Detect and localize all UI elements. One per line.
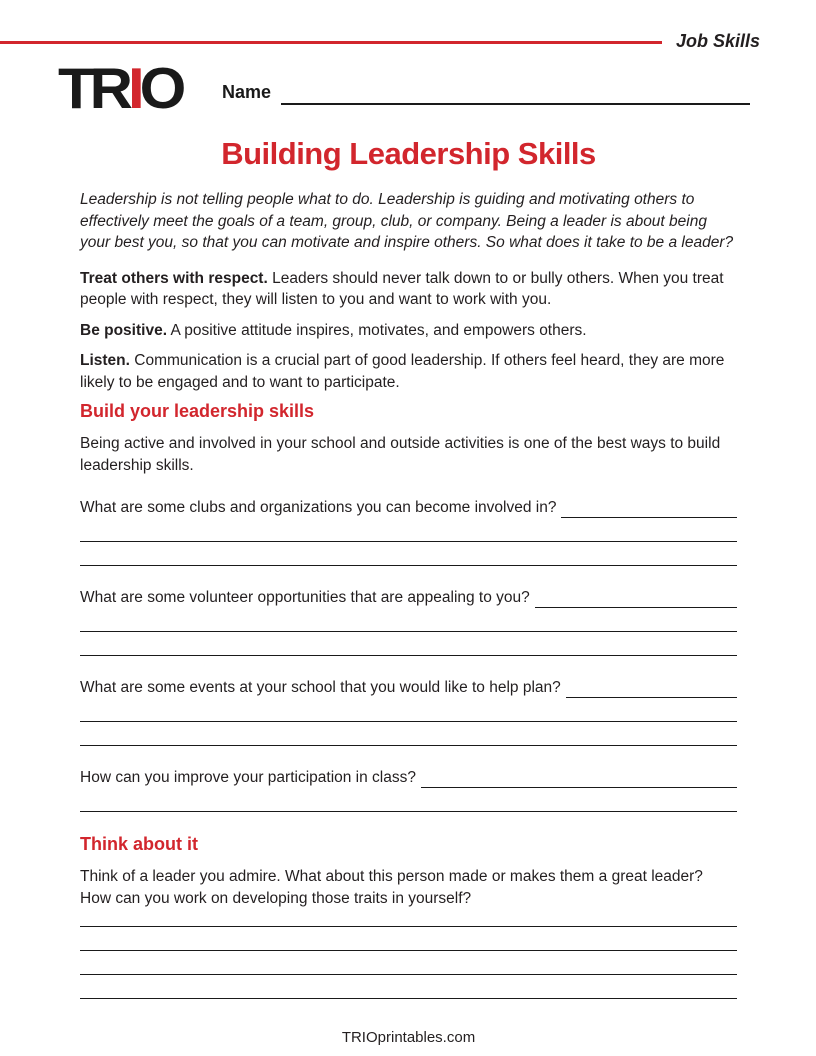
answer-line[interactable] [80, 698, 737, 722]
section-heading-think-about-it: Think about it [80, 834, 198, 854]
tip-paragraph-positive [80, 320, 737, 342]
think-answer-area [80, 909, 737, 999]
name-label: Name [222, 82, 272, 102]
section-intro-paragraph: Being active and involved in your school and outside activities is one of the best ways to build leadership skills. [80, 435, 721, 474]
answer-line[interactable] [80, 542, 737, 566]
question-row [80, 498, 737, 518]
question-row [80, 768, 737, 788]
answer-line[interactable] [80, 927, 737, 951]
footer-site-text: TRIOprintables.com [341, 1029, 476, 1046]
tip-lead: Be positive. [80, 321, 167, 339]
tip-body: Communication is a crucial part of good leadership. If others feel heard, they are more likely to be engaged and to want to participate. [80, 352, 725, 391]
question-blank-line[interactable] [535, 588, 737, 608]
trio-logo-tr: TR [58, 56, 128, 121]
tip-body: Leaders should never talk down to or bully others. When you treat people with respect, they will listen to you and want to work with you. [80, 269, 724, 308]
question-blank-line[interactable] [566, 678, 737, 698]
answer-line[interactable] [80, 909, 737, 927]
tip-lead: Listen. [80, 352, 130, 369]
question-block [80, 588, 737, 656]
think-intro-paragraph: Think of a leader you admire. What about this person made or makes them a great leader? How can you work on developing those traits in yourself? [80, 868, 703, 907]
question-row [80, 588, 737, 608]
intro-paragraph: Leadership is not telling people what to do. Leadership is guiding and motivating others to effectively meet the goals of a team, group, club, or company. Being a leader is about being your best you, so that you can motivate and inspire others. So what does it take to be a leader? [80, 191, 734, 251]
page-title: Building Leadership Skills [221, 136, 596, 171]
question-text: How can you improve your participation in class? [80, 769, 416, 786]
tip-lead: Treat others with respect. [80, 269, 268, 287]
answer-line[interactable] [80, 722, 737, 746]
answer-line[interactable] [80, 632, 737, 656]
question-text: What are some volunteer opportunities that are appealing to you? [80, 589, 530, 606]
question-text: What are some clubs and organizations you can become involved in? [80, 499, 557, 516]
tip-paragraph-listen [80, 350, 737, 393]
answer-line[interactable] [80, 951, 737, 975]
answer-line[interactable] [80, 975, 737, 999]
tip-body: A positive attitude inspires, motivates, and empowers others. [167, 321, 587, 339]
question-row [80, 678, 737, 698]
name-input-line[interactable] [281, 103, 750, 105]
answer-line[interactable] [80, 788, 737, 812]
question-blank-line[interactable] [421, 768, 737, 788]
section-heading-build-skills: Build your leadership skills [80, 401, 315, 421]
tip-paragraph-respect [80, 268, 737, 311]
answer-line[interactable] [80, 608, 737, 632]
answer-line[interactable] [80, 518, 737, 542]
trio-logo-i: I [127, 56, 140, 121]
question-block [80, 678, 737, 746]
question-block [80, 768, 737, 812]
worksheet-body [80, 137, 737, 1046]
question-block [80, 498, 737, 566]
trio-logo-o: O [139, 56, 182, 121]
question-blank-line[interactable] [561, 498, 737, 518]
category-label: Job Skills [675, 31, 760, 51]
header-divider-rule [0, 41, 662, 44]
trio-logo [58, 56, 182, 121]
question-text: What are some events at your school that you would like to help plan? [80, 679, 561, 696]
